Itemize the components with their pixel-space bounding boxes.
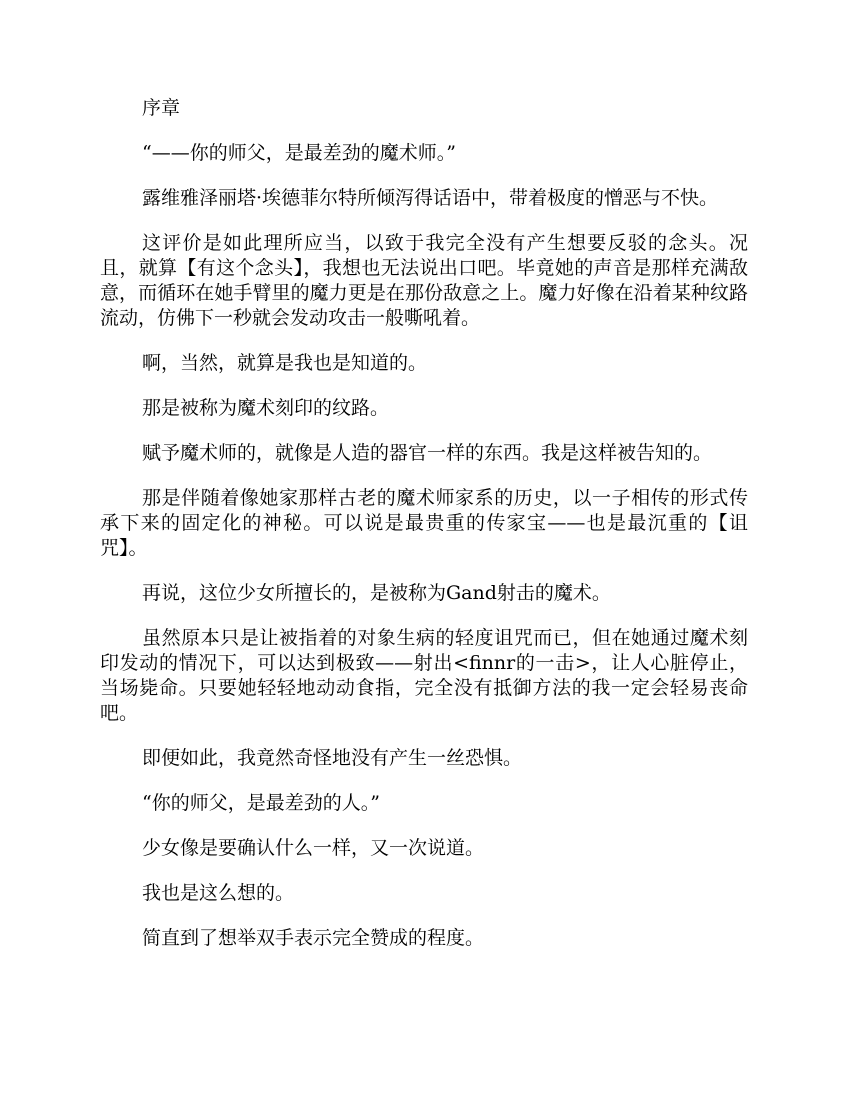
paragraph: 这评价是如此理所应当，以致于我完全没有产生想要反驳的念头。况且，就算【有这个念头】，我想也无法说出口吧。毕竟她的声音是那样充满敌意，而循环在她手臂里的魔力更是在那份敌意之上。魔力好像在沿着某种纹路流动，仿佛下一秒就会发动攻击一般嘶吼着。 xyxy=(100,232,748,329)
chapter-heading: 序章 xyxy=(142,97,181,119)
paragraph: 露维雅泽丽塔·埃德菲尔特所倾泻得话语中，带着极度的憎恶与不快。 xyxy=(142,187,719,209)
paragraph: 那是被称为魔术刻印的纹路。 xyxy=(142,397,390,419)
paragraph: “——你的师父，是最差劲的魔术师。” xyxy=(142,142,456,164)
paragraph: 我也是这么想的。 xyxy=(142,882,295,904)
paragraph: “你的师父，是最差劲的人。” xyxy=(142,792,380,814)
paragraph: 那是伴随着像她家那样古老的魔术师家系的历史，以一子相传的形式传承下来的固定化的神秘。可以说是最贵重的传家宝——也是最沉重的【诅咒】。 xyxy=(100,487,748,559)
paragraph: 啊，当然，就算是我也是知道的。 xyxy=(142,352,428,374)
paragraph: 简直到了想举双手表示完全赞成的程度。 xyxy=(142,927,485,949)
paragraph: 赋予魔术师的，就像是人造的器官一样的东西。我是这样被告知的。 xyxy=(142,442,713,464)
document-page xyxy=(100,96,748,971)
paragraph: 再说，这位少女所擅长的，是被称为Gand射击的魔术。 xyxy=(142,582,611,604)
paragraph: 虽然原本只是让被指着的对象生病的轻度诅咒而已，但在她通过魔术刻印发动的情况下，可以达到极致——射出<finnr的一击>，让人心脏停止，当场毙命。只要她轻轻地动动食指，完全没有抵御方法的我一定会轻易丧命吧。 xyxy=(100,627,748,724)
paragraph: 即便如此，我竟然奇怪地没有产生一丝恐惧。 xyxy=(142,747,523,769)
paragraph: 少女像是要确认什么一样，又一次说道。 xyxy=(142,837,485,859)
